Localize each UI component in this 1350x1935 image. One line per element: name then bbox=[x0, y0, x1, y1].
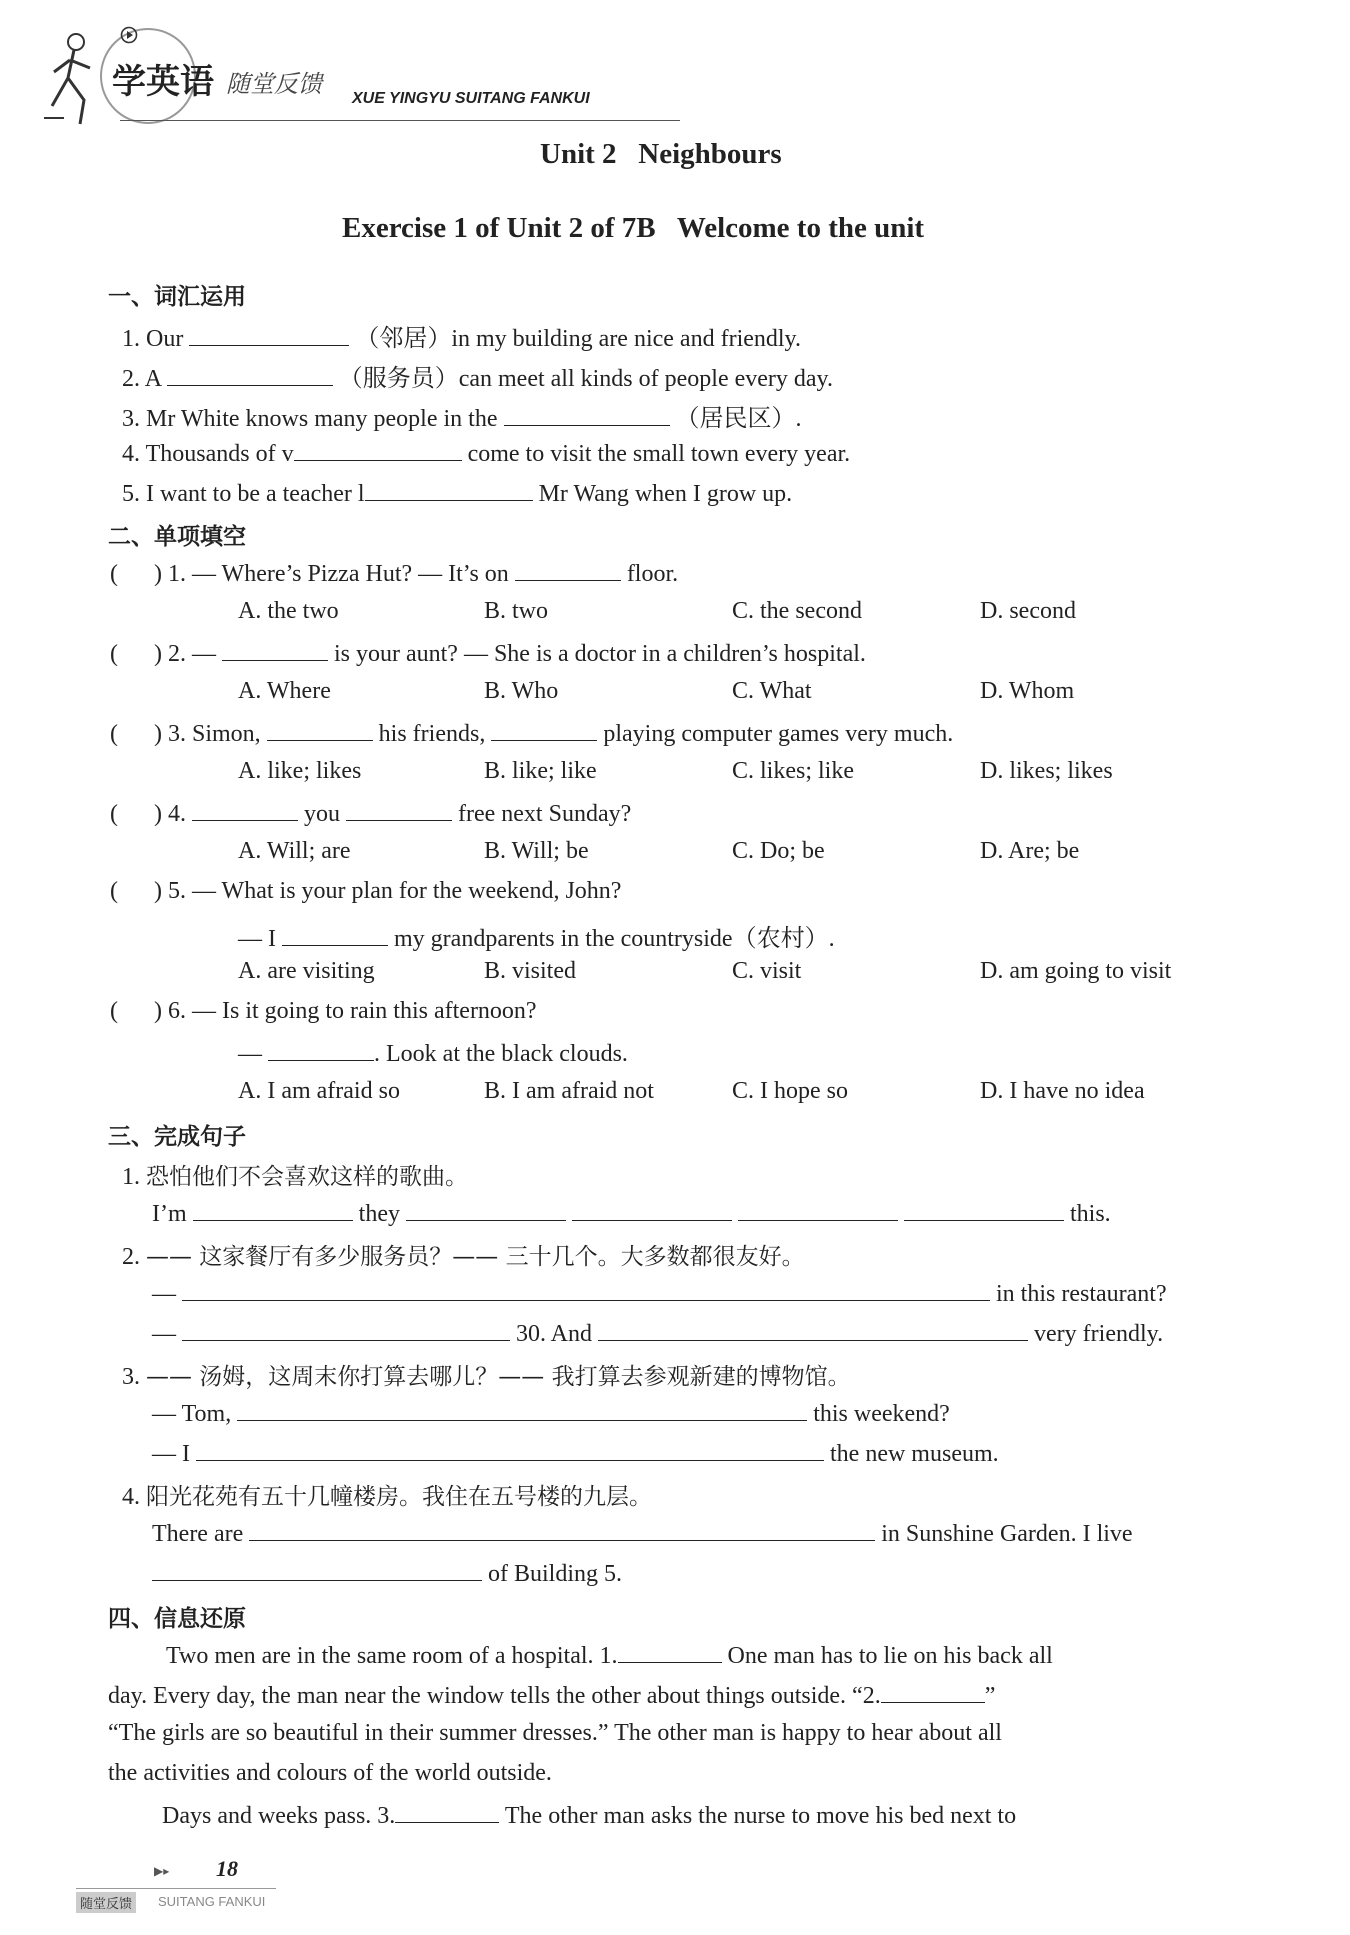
unit-title: Unit 2 Neighbours bbox=[540, 138, 782, 170]
answer-blank[interactable] bbox=[268, 1038, 374, 1061]
section4-heading: 四、信息还原 bbox=[108, 1606, 246, 1632]
mc-question-3 bbox=[110, 718, 953, 748]
option-a[interactable]: A. Where bbox=[238, 678, 331, 704]
passage-line-3: “The girls are so beautiful in their summer dresses.” The other man is happy to hear about all bbox=[108, 1720, 1002, 1746]
question-text: Simon, bbox=[191, 721, 261, 747]
answer-blank[interactable] bbox=[572, 1198, 732, 1221]
blank-number: 1. bbox=[599, 1643, 618, 1669]
option-d[interactable]: D. likes; likes bbox=[980, 758, 1113, 784]
option-a[interactable]: A. the two bbox=[238, 598, 339, 624]
mc-question-1 bbox=[110, 558, 678, 588]
header-logo bbox=[40, 20, 680, 130]
question-text: — bbox=[238, 1041, 262, 1067]
passage-text: The other man asks the nurse to move his bed next to bbox=[504, 1803, 1017, 1829]
item-number: 5. bbox=[122, 481, 140, 507]
chinese-prompt: 阳光花苑有五十几幢楼房。我住在五号楼的九层。 bbox=[146, 1484, 652, 1510]
answer-blank[interactable] bbox=[167, 363, 333, 386]
answer-blank[interactable] bbox=[189, 323, 349, 346]
answer-blank[interactable] bbox=[365, 478, 533, 501]
option-c[interactable]: C. Do; be bbox=[732, 838, 825, 864]
passage-text: Days and weeks pass. bbox=[162, 1803, 372, 1829]
question-text: . Look at the black clouds. bbox=[374, 1041, 628, 1067]
question-text: floor. bbox=[626, 561, 679, 587]
item-number: 4. bbox=[122, 441, 140, 467]
answer-paren[interactable]: ( ) bbox=[110, 561, 162, 587]
sentence-text: 30. And bbox=[516, 1321, 593, 1347]
logo-pinyin: XUE YINGYU SUITANG FANKUI bbox=[352, 90, 590, 107]
option-d[interactable]: D. I have no idea bbox=[980, 1078, 1145, 1104]
blank-number: 3. bbox=[377, 1803, 396, 1829]
answer-paren[interactable]: ( ) bbox=[110, 721, 162, 747]
answer-blank[interactable] bbox=[738, 1198, 898, 1221]
question-number: 4. bbox=[167, 801, 186, 827]
sentence-text: they bbox=[358, 1201, 400, 1227]
mc-question-4 bbox=[110, 798, 631, 828]
option-c[interactable]: C. likes; like bbox=[732, 758, 854, 784]
item-text-before: Mr White knows many people in the bbox=[146, 406, 498, 432]
question-text: — bbox=[191, 641, 216, 667]
sentence-4-answer-a bbox=[152, 1518, 1133, 1548]
item-number: 3. bbox=[122, 1364, 140, 1390]
item-text-before: Thousands of v bbox=[145, 441, 294, 467]
answer-blank[interactable] bbox=[249, 1518, 875, 1541]
passage-text: ” bbox=[984, 1683, 996, 1709]
vocab-item-1 bbox=[122, 318, 801, 353]
mc-question-6 bbox=[110, 998, 537, 1025]
question-text: — I bbox=[238, 926, 276, 952]
sentence-text: this. bbox=[1069, 1201, 1111, 1227]
sentence-text: the new museum. bbox=[830, 1441, 999, 1467]
option-c[interactable]: C. I hope so bbox=[732, 1078, 848, 1104]
answer-blank[interactable] bbox=[504, 403, 670, 426]
passage-text: day. Every day, the man near the window tells the other about things outside. “ bbox=[108, 1683, 863, 1709]
sentence-text: of Building 5. bbox=[488, 1561, 623, 1587]
footer-pinyin: SUITANG FANKUI bbox=[158, 1894, 266, 1909]
item-text-before: I want to be a teacher l bbox=[146, 481, 365, 507]
logo-subtitle: 随堂反馈 bbox=[226, 70, 322, 98]
sentence-4-prompt bbox=[122, 1478, 652, 1511]
item-text-after: （服务员）can meet all kinds of people every day. bbox=[338, 366, 833, 392]
answer-blank[interactable] bbox=[406, 1198, 566, 1221]
passage-line-4: the activities and colours of the world outside. bbox=[108, 1760, 552, 1786]
question-text: is your aunt? — She is a doctor in a children’s hospital. bbox=[333, 641, 866, 667]
footer-label: 随堂反馈 bbox=[76, 1892, 136, 1913]
question-text: — What is your plan for the weekend, John? bbox=[191, 878, 622, 904]
answer-blank[interactable] bbox=[182, 1278, 990, 1301]
vocab-item-4 bbox=[122, 438, 850, 468]
answer-paren[interactable]: ( ) bbox=[110, 878, 162, 904]
footer-rule bbox=[76, 1888, 276, 1889]
item-text-after: Mr Wang when I grow up. bbox=[538, 481, 793, 507]
passage-line-1 bbox=[166, 1640, 1053, 1670]
sentence-2-prompt bbox=[122, 1238, 805, 1271]
footer bbox=[76, 1852, 376, 1922]
option-d[interactable]: D. Are; be bbox=[980, 838, 1080, 864]
item-number: 1. bbox=[122, 326, 140, 352]
answer-paren[interactable]: ( ) bbox=[110, 641, 162, 667]
question-text: free next Sunday? bbox=[457, 801, 632, 827]
answer-blank[interactable] bbox=[881, 1680, 985, 1703]
play-icon bbox=[120, 26, 138, 44]
chinese-prompt: —— 汤姆，这周末你打算去哪儿？—— 我打算去参观新建的博物馆。 bbox=[146, 1364, 851, 1390]
question-text: you bbox=[303, 801, 340, 827]
sentence-text: — bbox=[152, 1321, 176, 1347]
answer-blank[interactable] bbox=[222, 638, 328, 661]
sentence-text: — Tom, bbox=[152, 1401, 232, 1427]
answer-blank[interactable] bbox=[182, 1318, 510, 1341]
question-number: 2. bbox=[167, 641, 186, 667]
answer-blank[interactable] bbox=[282, 923, 388, 946]
item-text-after: come to visit the small town every year. bbox=[467, 441, 851, 467]
option-c[interactable]: C. What bbox=[732, 678, 812, 704]
sentence-text: this weekend? bbox=[813, 1401, 950, 1427]
sentence-1-answer bbox=[152, 1198, 1111, 1228]
answer-blank[interactable] bbox=[294, 438, 462, 461]
vocab-item-5 bbox=[122, 478, 792, 508]
sentence-3-answer-a bbox=[152, 1398, 950, 1428]
sentence-text: — I bbox=[152, 1441, 190, 1467]
answer-blank[interactable] bbox=[152, 1558, 482, 1581]
item-number: 4. bbox=[122, 1484, 140, 1510]
arrow-right-icon: ▶▸ bbox=[154, 1864, 170, 1878]
passage-line-2 bbox=[108, 1680, 995, 1710]
question-number: 3. bbox=[167, 721, 186, 747]
question-text: his friends, bbox=[378, 721, 486, 747]
sentence-text: very friendly. bbox=[1034, 1321, 1164, 1347]
item-text-before: Our bbox=[146, 326, 184, 352]
option-d[interactable]: D. second bbox=[980, 598, 1076, 624]
option-d[interactable]: D. am going to visit bbox=[980, 958, 1172, 984]
item-text-before: A bbox=[144, 366, 161, 392]
sentence-2-answer-b bbox=[152, 1318, 1163, 1348]
sentence-text: I’m bbox=[152, 1201, 187, 1227]
question-number: 5. bbox=[167, 878, 186, 904]
question-text: playing computer games very much. bbox=[603, 721, 954, 747]
sentence-3-prompt bbox=[122, 1358, 851, 1391]
option-b[interactable]: B. like; like bbox=[484, 758, 597, 784]
option-a[interactable]: A. I am afraid so bbox=[238, 1078, 400, 1104]
sentence-3-answer-b bbox=[152, 1438, 999, 1468]
question-text: — Is it going to rain this afternoon? bbox=[191, 998, 537, 1024]
option-a[interactable]: A. are visiting bbox=[238, 958, 375, 984]
option-b[interactable]: B. I am afraid not bbox=[484, 1078, 654, 1104]
option-a[interactable]: A. Will; are bbox=[238, 838, 351, 864]
header-rule bbox=[120, 120, 680, 121]
vocab-item-2 bbox=[122, 358, 833, 393]
exercise-title: Exercise 1 of Unit 2 of 7B Welcome to the unit bbox=[342, 212, 925, 244]
vocab-item-3 bbox=[122, 398, 802, 433]
answer-blank[interactable] bbox=[346, 798, 452, 821]
item-text-after: （居民区）. bbox=[675, 406, 802, 432]
question-text: my grandparents in the countryside（农村）. bbox=[394, 926, 835, 952]
option-b[interactable]: B. Who bbox=[484, 678, 559, 704]
question-number: 1. bbox=[167, 561, 186, 587]
answer-blank[interactable] bbox=[237, 1398, 807, 1421]
blank-number: 2. bbox=[862, 1683, 881, 1709]
sentence-text: in this restaurant? bbox=[996, 1281, 1167, 1307]
item-text-after: （邻居）in my building are nice and friendly. bbox=[355, 326, 802, 352]
logo-title: 学英语 bbox=[112, 62, 214, 102]
passage-text: One man has to lie on his back all bbox=[727, 1643, 1053, 1669]
answer-paren[interactable]: ( ) bbox=[110, 998, 162, 1024]
option-b[interactable]: B. two bbox=[484, 598, 549, 624]
sentence-1-prompt bbox=[122, 1158, 468, 1191]
option-d[interactable]: D. Whom bbox=[980, 678, 1075, 704]
answer-blank[interactable] bbox=[491, 718, 597, 741]
sentence-text: in Sunshine Garden. I live bbox=[881, 1521, 1133, 1547]
option-b[interactable]: B. Will; be bbox=[484, 838, 589, 864]
mc-question-5 bbox=[110, 878, 621, 905]
passage-text: Two men are in the same room of a hospital. bbox=[166, 1643, 594, 1669]
page-number: 18 bbox=[216, 1856, 238, 1881]
item-number: 2. bbox=[122, 1244, 140, 1270]
mc-question-6-line2 bbox=[238, 1038, 628, 1068]
answer-blank[interactable] bbox=[192, 798, 298, 821]
option-c[interactable]: C. the second bbox=[732, 598, 862, 624]
answer-blank[interactable] bbox=[193, 1198, 353, 1221]
answer-blank[interactable] bbox=[196, 1438, 824, 1461]
sentence-text: — bbox=[152, 1281, 176, 1307]
sentence-4-answer-b bbox=[152, 1558, 622, 1588]
sentence-2-answer-a bbox=[152, 1278, 1167, 1308]
chinese-prompt: 恐怕他们不会喜欢这样的歌曲。 bbox=[146, 1164, 468, 1190]
answer-blank[interactable] bbox=[395, 1800, 499, 1823]
option-c[interactable]: C. visit bbox=[732, 958, 802, 984]
section2-heading: 二、单项填空 bbox=[108, 524, 246, 550]
answer-blank[interactable] bbox=[618, 1640, 722, 1663]
answer-blank[interactable] bbox=[598, 1318, 1028, 1341]
answer-blank[interactable] bbox=[267, 718, 373, 741]
option-a[interactable]: A. like; likes bbox=[238, 758, 362, 784]
passage-line-5 bbox=[162, 1800, 1016, 1830]
option-b[interactable]: B. visited bbox=[484, 958, 577, 984]
answer-blank[interactable] bbox=[515, 558, 621, 581]
answer-paren[interactable]: ( ) bbox=[110, 801, 162, 827]
sentence-text: There are bbox=[152, 1521, 244, 1547]
mc-question-2 bbox=[110, 638, 866, 668]
mc-question-5-line2 bbox=[238, 918, 835, 953]
item-number: 2. bbox=[122, 366, 140, 392]
section3-heading: 三、完成句子 bbox=[108, 1124, 246, 1150]
item-number: 3. bbox=[122, 406, 140, 432]
section1-heading: 一、词汇运用 bbox=[108, 284, 246, 310]
question-number: 6. bbox=[167, 998, 186, 1024]
chinese-prompt: —— 这家餐厅有多少服务员？—— 三十几个。大多数都很友好。 bbox=[146, 1244, 805, 1270]
answer-blank[interactable] bbox=[904, 1198, 1064, 1221]
question-text: — Where’s Pizza Hut? — It’s on bbox=[191, 561, 509, 587]
item-number: 1. bbox=[122, 1164, 140, 1190]
